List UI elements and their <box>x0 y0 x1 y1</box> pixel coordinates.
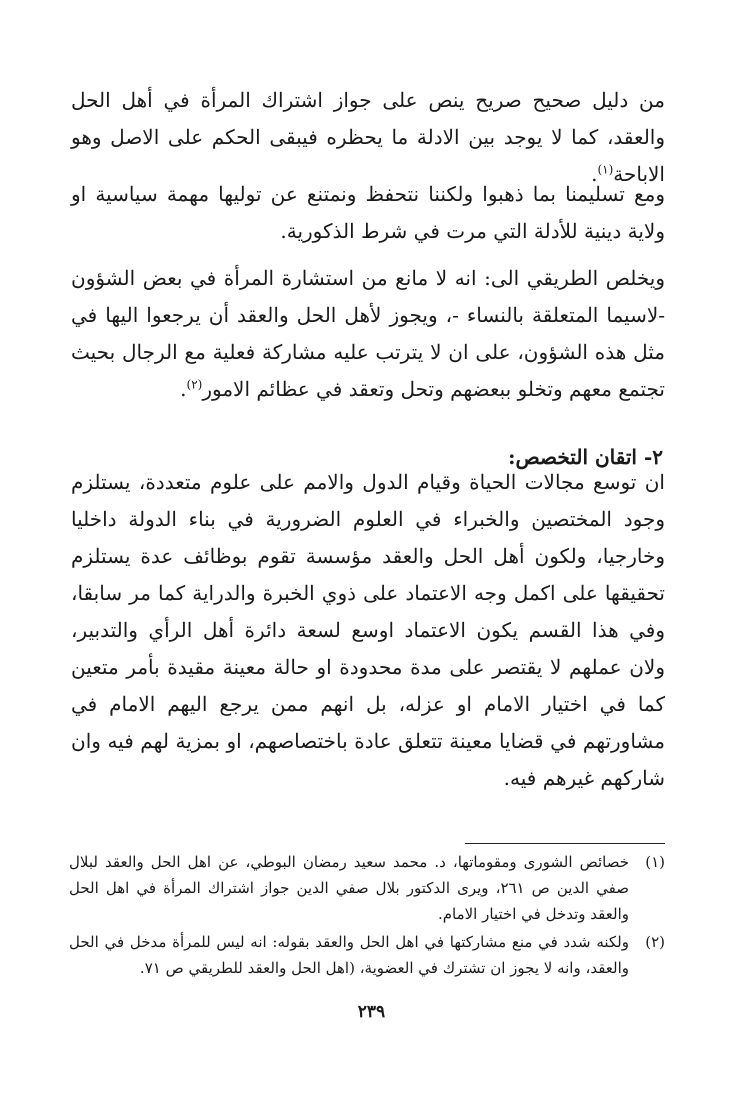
paragraph-1-end: . <box>591 162 598 186</box>
footnote-1-text: خصائص الشورى ومقوماتها، د. محمد سعيد رمضان البوطي، عن اهل الحل والعقد لبلال صفي الدين ص ٢٦١، ويرى الدكتور بلال صفي الدين جواز اشتراك المرأة في اهل الحل والعقد وتدخل في اختيار الامام. <box>69 853 629 923</box>
footnote-ref-1: (١) <box>597 162 614 177</box>
footnote-2-text: ولكنه شدد في منع مشاركتها في اهل الحل والعقد بقوله: انه ليس للمرأة مدخل في الحل والعقد، وانه لا يجوز ان تشترك في العضوية، (اهل الحل والعقد للطريقي ص ٧١. <box>69 933 629 977</box>
page-number: ٢٣٩ <box>357 1002 386 1022</box>
section-heading: ٢- اتقان التخصص: <box>508 445 663 469</box>
footnote-1-number: (١) <box>645 853 665 871</box>
footnote-divider <box>465 843 665 844</box>
paragraph-3-text: ويخلص الطريقي الى: انه لا مانع من استشارة المرأة في بعض الشؤون -لاسيما المتعلقة بالنساء -، ويجوز لأهل الحل والعقد أن يرجعوا اليها في مثل هذه الشؤون، على ان لا يترتب عليه مشاركة فعلية مع الرجال بحيث تجتمع معهم وتخلو ببعضهم وتحل وتعقد في عظائم الامور <box>71 266 665 401</box>
paragraph-3 <box>71 260 665 408</box>
paragraph-4: ان توسع مجالات الحياة وقيام الدول والامم على علوم متعددة، يستلزم وجود المختصين والخبراء في العلوم الضرورية في بناء الدولة داخليا وخارجيا، ولكون أهل الحل والعقد مؤسسة تقوم بوظائف عدة يستلزم تحقيقها على اكمل وجه الاعتماد على ذوي الخبرة والدراية كما مر سابقا، وفي هذا القسم يكون الاعتماد اوسع لسعة دائرة أهل الرأي والتدبير، ولان عملهم لا يقتصر على مدة محدودة او حالة معينة مقيدة بأمر متعين كما في اختيار الامام او عزله، بل انهم ممن يرجع اليهم الامام في مشاورتهم في قضايا معينة تتعلق عادة باختصاصهم، او بمزية لهم فيه وان شاركهم غيرهم فيه. <box>71 470 665 790</box>
paragraph-1-text: من دليل صحيح صريح ينص على جواز اشتراك المرأة في أهل الحل والعقد، كما لا يوجد بين الادلة ما يحظره فيبقى الحكم على الاصل وهو الاباحة <box>71 88 665 186</box>
footnote-2-number: (٢) <box>645 933 665 951</box>
footnote-1 <box>69 849 665 927</box>
paragraph-3-end: . <box>180 377 187 401</box>
footnote-ref-2: (٢) <box>186 377 203 392</box>
footnote-2 <box>69 929 665 981</box>
paragraph-2: ومع تسليمنا بما ذهبوا ولكننا نتحفظ ونمتنع عن توليها مهمة سياسية او ولاية دينية للأدلة التي مرت في شرط الذكورية. <box>71 182 665 243</box>
